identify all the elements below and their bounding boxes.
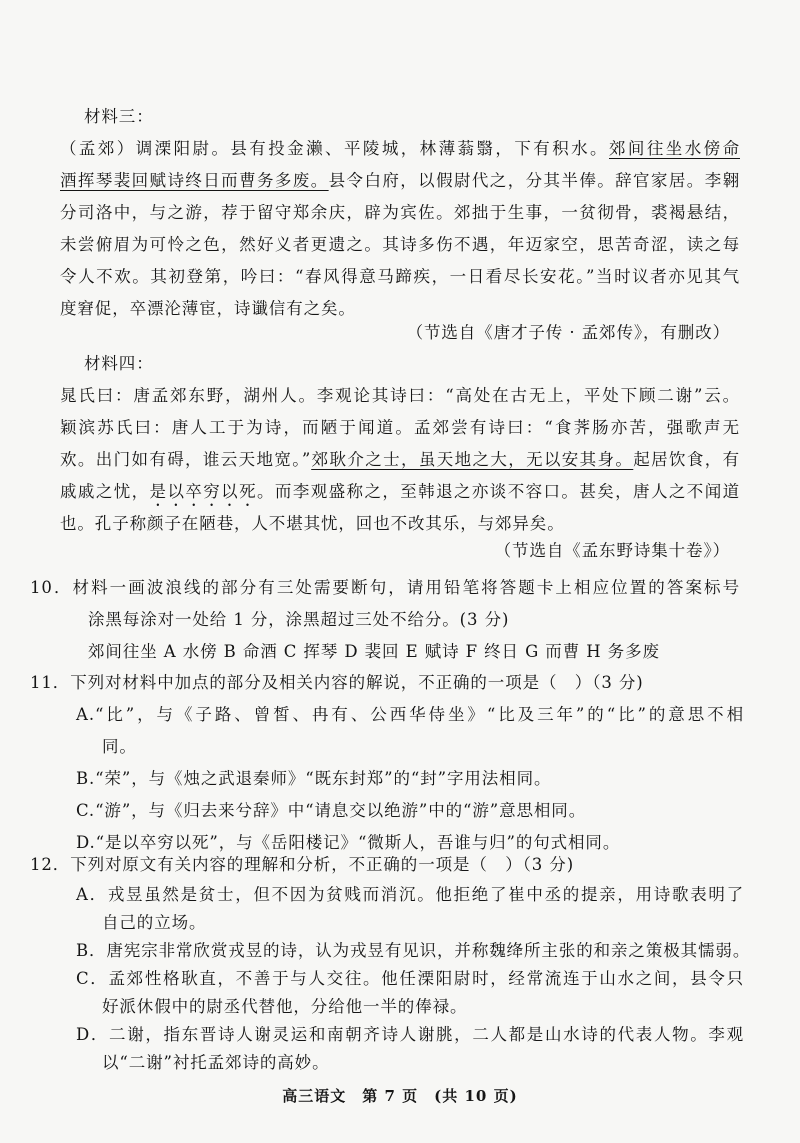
question-11-option-b: B.“荣”，与《烛之武退秦师》“既东封郑”的“封”字用法相同。	[76, 769, 552, 788]
question-10-line-2: 涂黑每涂对一处给 1 分，涂黑超过三处不给分。(3 分)	[88, 610, 510, 629]
material-4-line-1: 晁氏曰：唐孟郊东野，湖州人。李观论其诗曰：“高处在古无上，平处下顾二谢”云。	[60, 386, 740, 405]
underlined-sentence: 酒挥琴裴回赋诗终日而曹务多废。	[60, 171, 329, 190]
question-11-option-a: A.“比”，与《子路、曾皙、冉有、公西华侍坐》“比及三年”的“比”的意思不相	[76, 705, 744, 724]
material-4-line-4: 戚戚之忧，是以卒穷以死。而李观盛称之，至韩退之亦谈不容口。甚矣，唐人之不闻道	[60, 482, 740, 501]
question-12-option-d: D．二谢，指东晋诗人谢灵运和南朝齐诗人谢朓，二人都是山水诗的代表人物。李观	[76, 1025, 744, 1044]
question-12-option-c-cont: 好派休假中的尉丞代替他，分给他一半的俸禄。	[102, 997, 468, 1016]
question-12-option-b: B．唐宪宗非常欣赏戎昱的诗，认为戎昱有见识，并称魏绛所主张的和亲之策极其懦弱。	[76, 941, 751, 960]
material-3-line-4: 未尝俯眉为可怜之色，然好义者更遗之。其诗多伤不遇，年迈家空，思苦奇涩，读之每	[60, 235, 740, 254]
dotted-phrase: 是以卒穷以死	[149, 482, 257, 501]
material-3-line-5: 令人不欢。其初登第，吟曰：“春风得意马蹄疾，一日看尽长安花。”当时议者亦见其气	[60, 267, 740, 286]
question-12-option-d-cont: 以“二谢”衬托孟郊诗的高妙。	[102, 1053, 330, 1072]
question-10-sentence: 郊间往坐 A 水傍 B 命酒 C 挥琴 D 裴回 E 赋诗 F 终日 G 而曹 H 务多废	[88, 642, 660, 661]
material-3-line-3: 分司洛中，与之游，荐于留守郑余庆，辟为宾佐。郊拙于生事，一贫彻骨，裘褐悬结，	[60, 203, 740, 222]
material-3-line-1: （孟郊）调溧阳尉。县有投金濑、平陵城，林薄蓊翳，下有积水。郊间往坐水傍命	[60, 139, 740, 158]
material-3-source: （节选自《唐才子传 · 孟郊传》，有删改）	[406, 323, 730, 342]
question-11-option-d: D.“是以卒穷以死”，与《岳阳楼记》“微斯人，吾谁与归”的句式相同。	[76, 833, 621, 852]
material-3-heading: 材料三：	[84, 107, 154, 126]
underlined-sentence: 郊耿介之士，虽天地之大，无以安其身。	[311, 450, 634, 469]
material-3-line-2: 酒挥琴裴回赋诗终日而曹务多废。县令白府，以假尉代之，分其半俸。辞官家居。李翱	[60, 171, 741, 190]
material-3-line-6: 度窘促，卒漂沦薄宦，诗谶信有之矣。	[60, 299, 356, 318]
material-4-line-2: 颖滨苏氏曰：唐人工于为诗，而陋于闻道。孟郊尝有诗曰：“食荠肠亦苦，强歌声无	[60, 418, 740, 437]
question-12-option-a-cont: 自己的立场。	[102, 913, 207, 932]
question-12-option-a: A．戎昱虽然是贫士，但不因为贫贱而消沉。他拒绝了崔中丞的提亲，用诗歌表明了	[76, 885, 744, 904]
page-footer: 高三语文 第 7 页 (共 10 页)	[282, 1087, 518, 1105]
underlined-sentence: 郊间往坐水傍命	[609, 139, 740, 158]
question-12-option-c: C．孟郊性格耿直，不善于与人交往。他任溧阳尉时，经常流连于山水之间，县令只	[76, 969, 744, 988]
material-4-line-5: 也。孔子称颜子在陋巷，人不堪其忧，回也不改其乐，与郊异矣。	[60, 514, 565, 533]
material-4-heading: 材料四：	[84, 354, 154, 373]
question-11-option-c: C.“游”，与《归去来兮辞》中“请息交以绝游”中的“游”意思相同。	[76, 801, 587, 820]
question-11-stem: 11．下列对材料中加点的部分及相关内容的解说，不正确的一项是（ ）（3 分)	[30, 673, 644, 692]
question-12-stem: 12．下列对原文有关内容的理解和分析，不正确的一项是（ ）（3 分)	[30, 855, 575, 874]
question-10-stem: 10．材料一画波浪线的部分有三处需要断句，请用铅笔将答题卡上相应位置的答案标号	[30, 578, 740, 597]
material-4-source: （节选自《孟东野诗集十卷》）	[494, 541, 730, 560]
question-11-option-a-cont: 同。	[102, 737, 137, 756]
material-4-line-3: 欢。出门如有碍，谁云天地宽。”郊耿介之士，虽天地之大，无以安其身。起居饮食，有	[60, 450, 741, 469]
